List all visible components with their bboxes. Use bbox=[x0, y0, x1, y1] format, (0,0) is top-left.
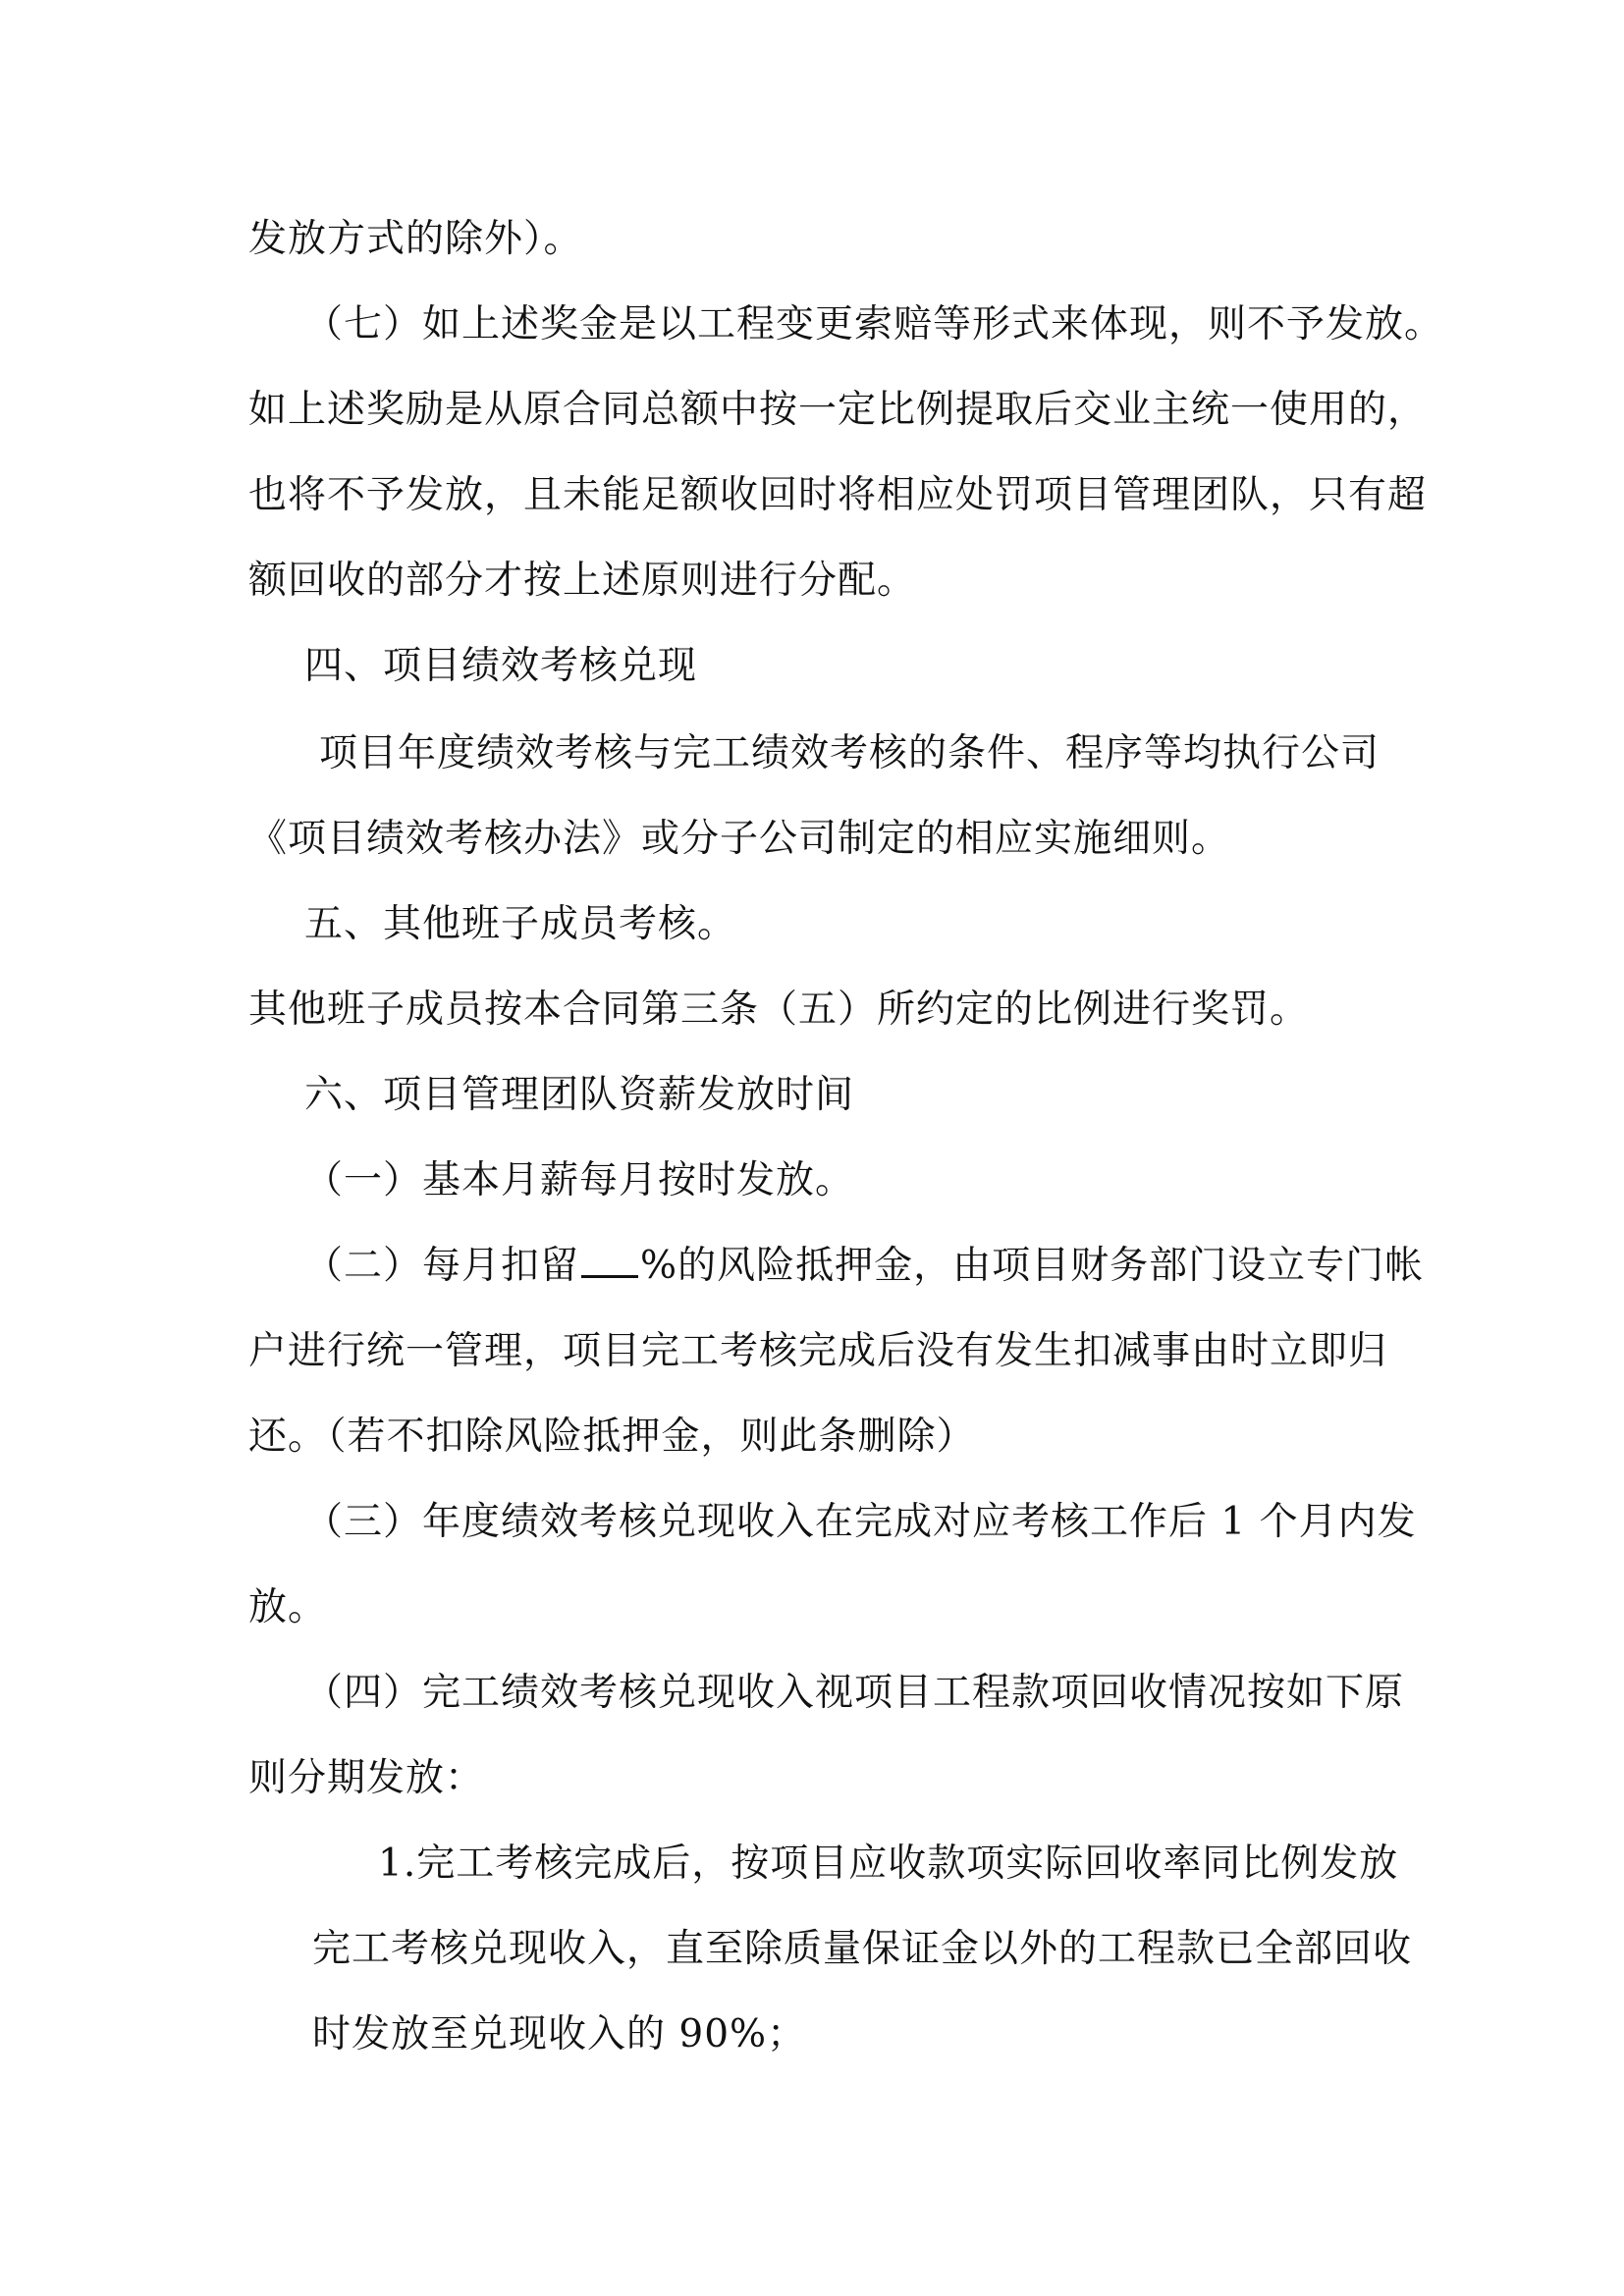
section-6-item-1: （一）基本月薪每月按时发放。 bbox=[304, 1158, 855, 1202]
sub-item-1-line-3: 时发放至兑现收入的 90%； bbox=[312, 2012, 807, 2056]
clause-7-line-2: 如上述奖励是从原合同总额中按一定比例提取后交业主统一使用的， bbox=[248, 388, 1428, 432]
sub-item-1-line-2: 完工考核兑现收入，直至除质量保证金以外的工程款已全部回收 bbox=[312, 1927, 1413, 1971]
clause-7-line-1: （七）如上述奖金是以工程变更索赔等形式来体现，则不予发放。 bbox=[304, 302, 1444, 347]
section-5-heading: 五、其他班子成员考核。 bbox=[304, 902, 737, 946]
section-4-line-2: 《项目绩效考核办法》或分子公司制定的相应实施细则。 bbox=[248, 817, 1231, 861]
section-6-item-3-line-2: 放。 bbox=[248, 1585, 328, 1629]
section-6-item-4-line-2: 则分期发放： bbox=[248, 1756, 485, 1800]
section-6-item-2-line-2: 户进行统一管理，项目完工考核完成后没有发生扣减事由时立即归 bbox=[248, 1329, 1388, 1373]
section-6-item-4-line-1: （四）完工绩效考核兑现收入视项目工程款项回收情况按如下原 bbox=[304, 1671, 1405, 1715]
percentage-blank bbox=[581, 1246, 638, 1278]
clause-7-line-4: 额回收的部分才按上述原则进行分配。 bbox=[248, 559, 917, 603]
section-4-heading: 四、项目绩效考核兑现 bbox=[304, 644, 698, 688]
section-5-line-1: 其他班子成员按本合同第三条（五）所约定的比例进行奖罚。 bbox=[248, 988, 1310, 1032]
section-6-item-2-line-3: 还。（若不扣除风险抵押金，则此条删除） bbox=[248, 1415, 976, 1459]
section-6-item-3-line-1: （三）年度绩效考核兑现收入在完成对应考核工作后 1 个月内发 bbox=[304, 1500, 1417, 1544]
item-2-text-before-blank: （二）每月扣留 bbox=[304, 1244, 580, 1288]
section-6-item-2-line-1 bbox=[304, 1245, 1424, 1288]
text-line: 发放方式的除外）。 bbox=[248, 217, 583, 261]
clause-7-line-3: 也将不予发放，且未能足额收回时将相应处罚项目管理团队，只有超 bbox=[248, 473, 1428, 517]
sub-item-1-line-1: 1.完工考核完成后，按项目应收款项实际回收率同比例发放 bbox=[378, 1842, 1399, 1886]
section-6-heading: 六、项目管理团队资薪发放时间 bbox=[304, 1073, 855, 1117]
item-2-text-after-blank: %的风险抵押金，由项目财务部门设立专门帐 bbox=[640, 1244, 1425, 1288]
section-4-line-1: 项目年度绩效考核与完工绩效考核的条件、程序等均执行公司 bbox=[319, 731, 1380, 775]
